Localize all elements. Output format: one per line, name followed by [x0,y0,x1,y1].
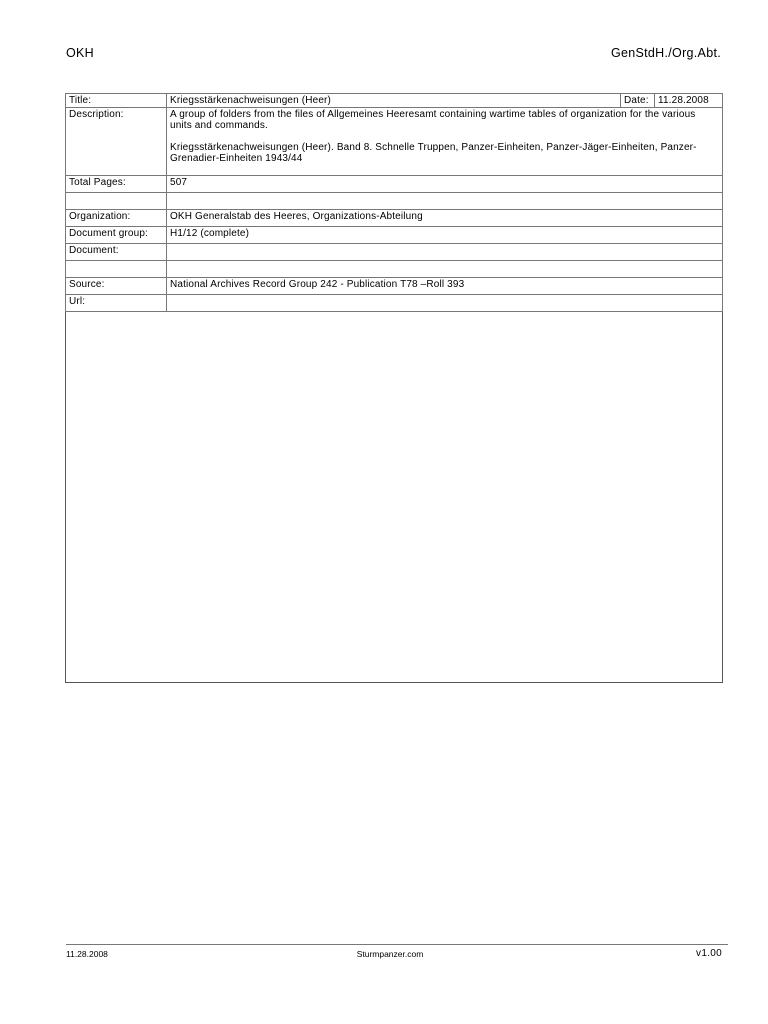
header-right: GenStdH./Org.Abt. [610,46,721,60]
title-value: Kriegsstärkenachweisungen (Heer) [167,94,621,108]
description-paragraph-2: Kriegsstärkenachweisungen (Heer). Band 8. Schnelle Truppen, Panzer-Einheiten, Panzer-Jäger-Einheiten, Panzer-Grenadier-Einheiten 1943/44 [170,142,697,164]
table-row-title [66,94,723,108]
description-paragraph-1: A group of folders from the files of Allgemeines Heeresamt containing wartime tables of organization for the various units and commands. [170,109,696,131]
organization-value: OKH Generalstab des Heeres, Organizations-Abteilung [167,210,723,227]
url-label: Url: [66,295,167,312]
spacer-cell [167,193,723,210]
spacer-cell [66,193,167,210]
source-value: National Archives Record Group 242 - Publication T78 –Roll 393 [167,278,723,295]
table-row-spacer [66,193,723,210]
document-group-label: Document group: [66,227,167,244]
source-label: Source: [66,278,167,295]
spacer-cell [66,261,167,278]
description-label: Description: [66,108,167,176]
date-label: Date: [621,94,655,108]
table-row-description [66,108,723,176]
table-row-total-pages [66,176,723,193]
document-value [167,244,723,261]
footer-date: 11.28.2008 [66,949,108,959]
footer-site: Sturmpanzer.com [356,949,424,959]
description-value [167,108,723,176]
footer-divider [66,944,728,945]
table-row-source [66,278,723,295]
document-label: Document: [66,244,167,261]
url-value [167,295,723,312]
footer-version: v1.00 [696,948,722,959]
table-row-document [66,244,723,261]
document-group-value: H1/12 (complete) [167,227,723,244]
table-row-document-group [66,227,723,244]
total-pages-label: Total Pages: [66,176,167,193]
metadata-table [65,93,723,312]
total-pages-value: 507 [167,176,723,193]
organization-label: Organization: [66,210,167,227]
spacer-cell [167,261,723,278]
header-left: OKH [66,46,94,60]
date-value: 11.28.2008 [655,94,723,108]
table-row-url [66,295,723,312]
table-row-organization [66,210,723,227]
record-sheet [65,93,723,683]
title-label: Title: [66,94,167,108]
table-row-spacer [66,261,723,278]
